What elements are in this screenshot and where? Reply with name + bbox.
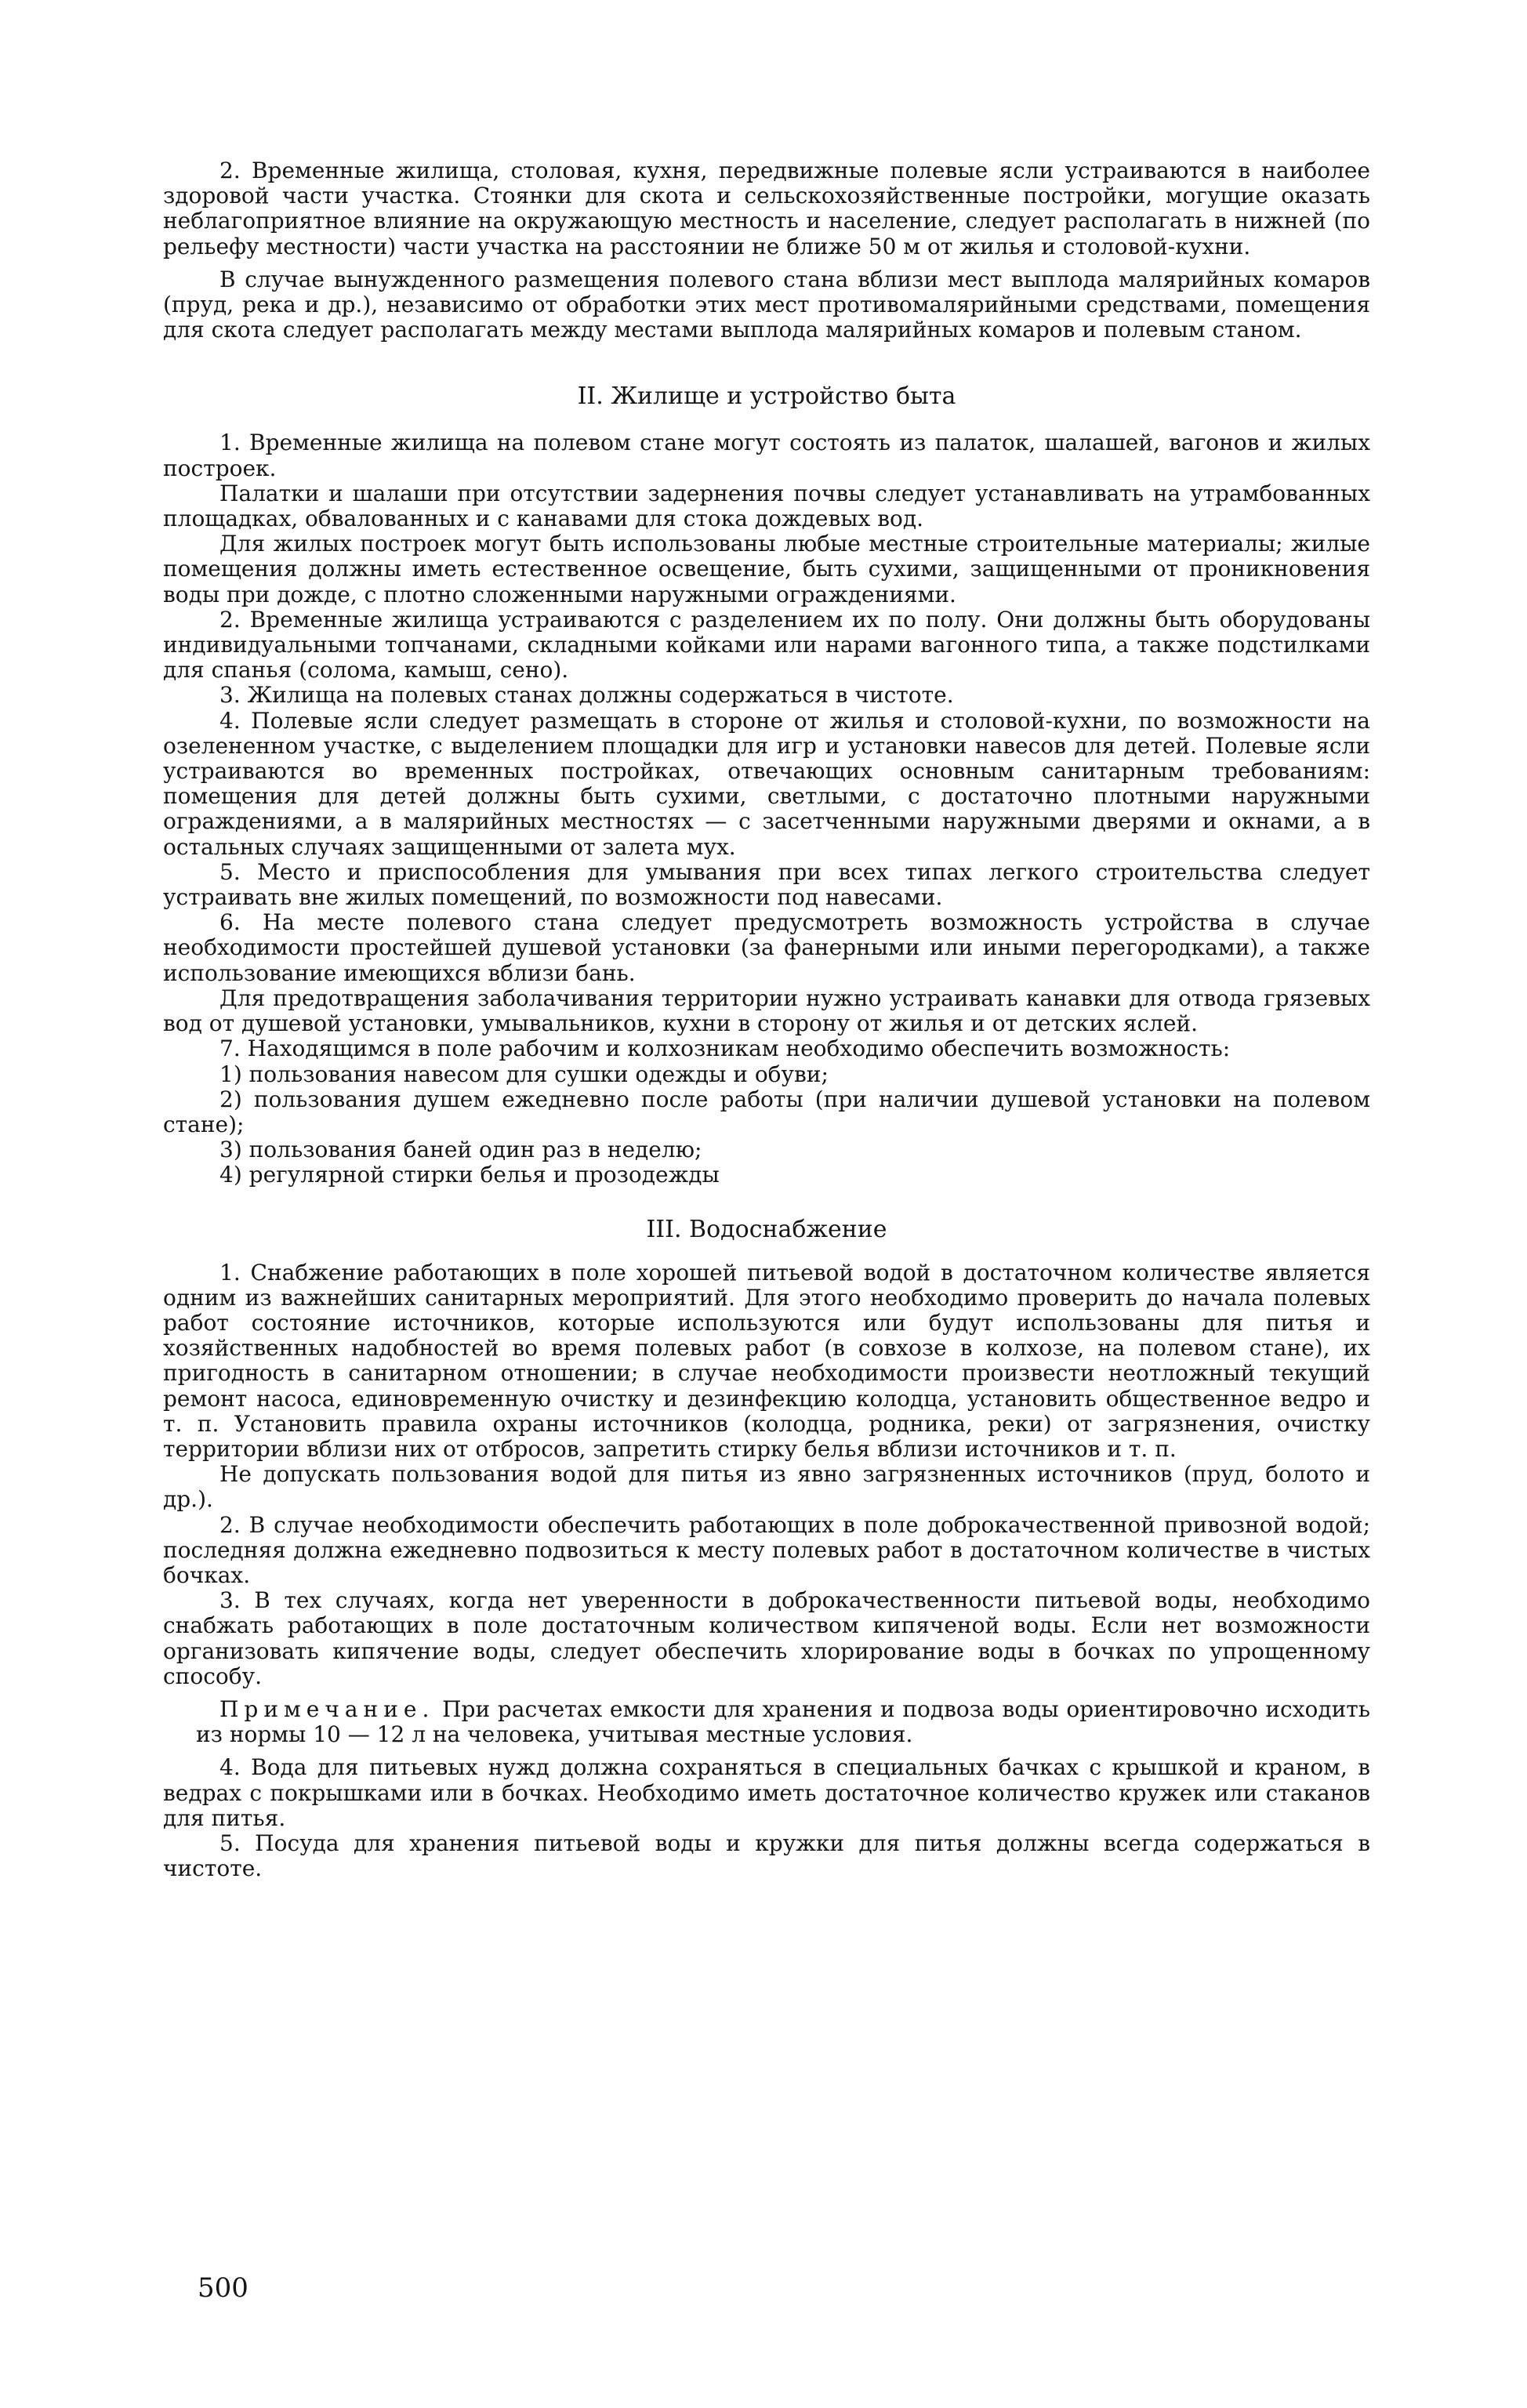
paragraph: 1. Снабжение работающих в поле хорошей питьевой водой в достаточном количестве является одним из важнейших санитарных мероприятий. Для этого необходимо проверить до начала полевых работ состояние источников, которые используются или будут использованы для питья и хозяйственных надобностей во время полевых работ (в совхозе в колхозе, на полевом стане), их пригодность в санитарном отношении; в случае необходимости произвести неотложный текущий ремонт насоса, единовременную очистку и дезинфекцию колодца, установить общественное ведро и т. п. Установить правила охраны источников (колодца, родника, реки) от загрязнения, очистку территории вблизи них от отбросов, запретить стирку белья вблизи источников и т. п. — [163, 1259, 1370, 1462]
list-item: 3) пользования баней один раз в неделю; — [219, 1137, 702, 1163]
paragraph: 2. Временные жилища, столовая, кухня, передвижные полевые ясли устраиваются в наиболее здоровой части участка. Стоянки для скота и сельскохозяйственные постройки, могущие оказать неблагоприятное влияние на окружающую местность и население, следует располагать в нижней (по рельефу местности) части участка на расстоянии не ближе 50 м от жилья и столовой-кухни. — [163, 158, 1370, 259]
note-label: Примечание. — [219, 1695, 435, 1722]
paragraph: Для предотвращения заболачивания территории нужно устраивать канавки для отвода грязевых вод от душевой установки, умывальников, кухни в сторону от жилья и от детских яслей. — [163, 985, 1370, 1037]
paragraph: 3. В тех случаях, когда нет уверенности в доброкачественности питьевой воды, необходимо снабжать работающих в поле достаточным количеством кипяченой воды. Если нет возможности организовать кипячение воды, следует обеспечить хлорирование воды в бочках по упрощенному способу. — [163, 1587, 1370, 1689]
paragraph: 7. Находящимся в поле рабочим и колхозникам необходимо обеспечить возможность: — [219, 1035, 1231, 1062]
note-text: При расчетах емкости для хранения и подвоза воды ориентировочно исходить из нормы 10 — 12 л на человека, учитывая местные условия. — [196, 1695, 1370, 1748]
note — [163, 1697, 1370, 1747]
paragraph: 5. Посуда для хранения питьевой воды и кружки для питья должны всегда содержаться в чистоте. — [163, 1830, 1370, 1882]
page-number: 500 — [198, 2272, 248, 2304]
paragraph: 6. На месте полевого стана следует предусмотреть возможность устройства в случае необходимости простейшей душевой установки (за фанерными или иными перегородками), а также использование имеющихся вблизи бань. — [163, 909, 1370, 986]
paragraph: Не допускать пользования водой для питья из явно загрязненных источников (пруд, болото и др.). — [163, 1461, 1370, 1513]
paragraph: 4. Вода для питьевых нужд должна сохраняться в специальных бачках с крышкой и краном, в ведрах с покрышками или в бочках. Необходимо иметь достаточное количество кружек или стаканов для питья. — [163, 1754, 1370, 1831]
paragraph: 5. Место и приспособления для умывания при всех типах легкого строительства следует устраивать вне жилых помещений, по возможности под навесами. — [163, 858, 1370, 911]
paragraph: Палатки и шалаши при отсутствии задернения почвы следует устанавливать на утрамбованных площадках, обвалованных и с канавами для стока дождевых вод. — [163, 480, 1370, 532]
section-heading-housing: II. Жилище и устройство быта — [577, 383, 956, 411]
paragraph: 3. Жилища на полевых станах должны содержаться в чистоте. — [219, 682, 954, 709]
paragraph: 1. Временные жилища на полевом стане могут состоять из палаток, шалашей, вагонов и жилых построек. — [163, 430, 1370, 481]
list-item: 4) регулярной стирки белья и прозодежды — [219, 1162, 720, 1188]
paragraph: В случае вынужденного размещения полевого стана вблизи мест выплода малярийных комаров (пруд, река и др.), независимо от обработки этих мест противомалярийными средствами, помещения для скота следует располагать между местами выплода малярийных комаров и полевым станом. — [163, 266, 1370, 343]
section-heading-water-supply: III. Водоснабжение — [646, 1215, 887, 1243]
paragraph: 2. В случае необходимости обеспечить работающих в поле доброкачественной привозной водой; последняя должна ежедневно подвозиться к месту полевых работ в достаточном количестве в чистых бочках. — [163, 1511, 1370, 1588]
list-item: 2) пользования душем ежедневно после работы (при наличии душевой установки на полевом стане); — [163, 1086, 1370, 1137]
paragraph: 2. Временные жилища устраиваются с разделением их по полу. Они должны быть оборудованы индивидуальными топчанами, складными койками или нарами вагонного типа, а также подстилками для спанья (солома, камыш, сено). — [163, 606, 1370, 684]
list-item: 1) пользования навесом для сушки одежды и обуви; — [219, 1061, 829, 1087]
paragraph: 4. Полевые ясли следует размещать в стороне от жилья и столовой-кухни, по возможности на озелененном участке, с выделением площадки для игр и установки навесов для детей. Полевые ясли устраиваются во временных постройках, отвечающих основным санитарным требованиям: помещения для детей должны быть сухими, светлыми, с достаточно плотными наружными ограждениями, а в малярийных местностях — с засетченными наружными дверями и окнами, а в остальных случаях защищенными от залета мух. — [163, 707, 1370, 860]
paragraph: Для жилых построек могут быть использованы любые местные строительные материалы; жилые помещения должны иметь естественное освещение, быть сухими, защищенными от проникновения воды при дожде, с плотно сложенными наружными ограждениями. — [163, 531, 1370, 607]
document-page — [163, 158, 1370, 1881]
